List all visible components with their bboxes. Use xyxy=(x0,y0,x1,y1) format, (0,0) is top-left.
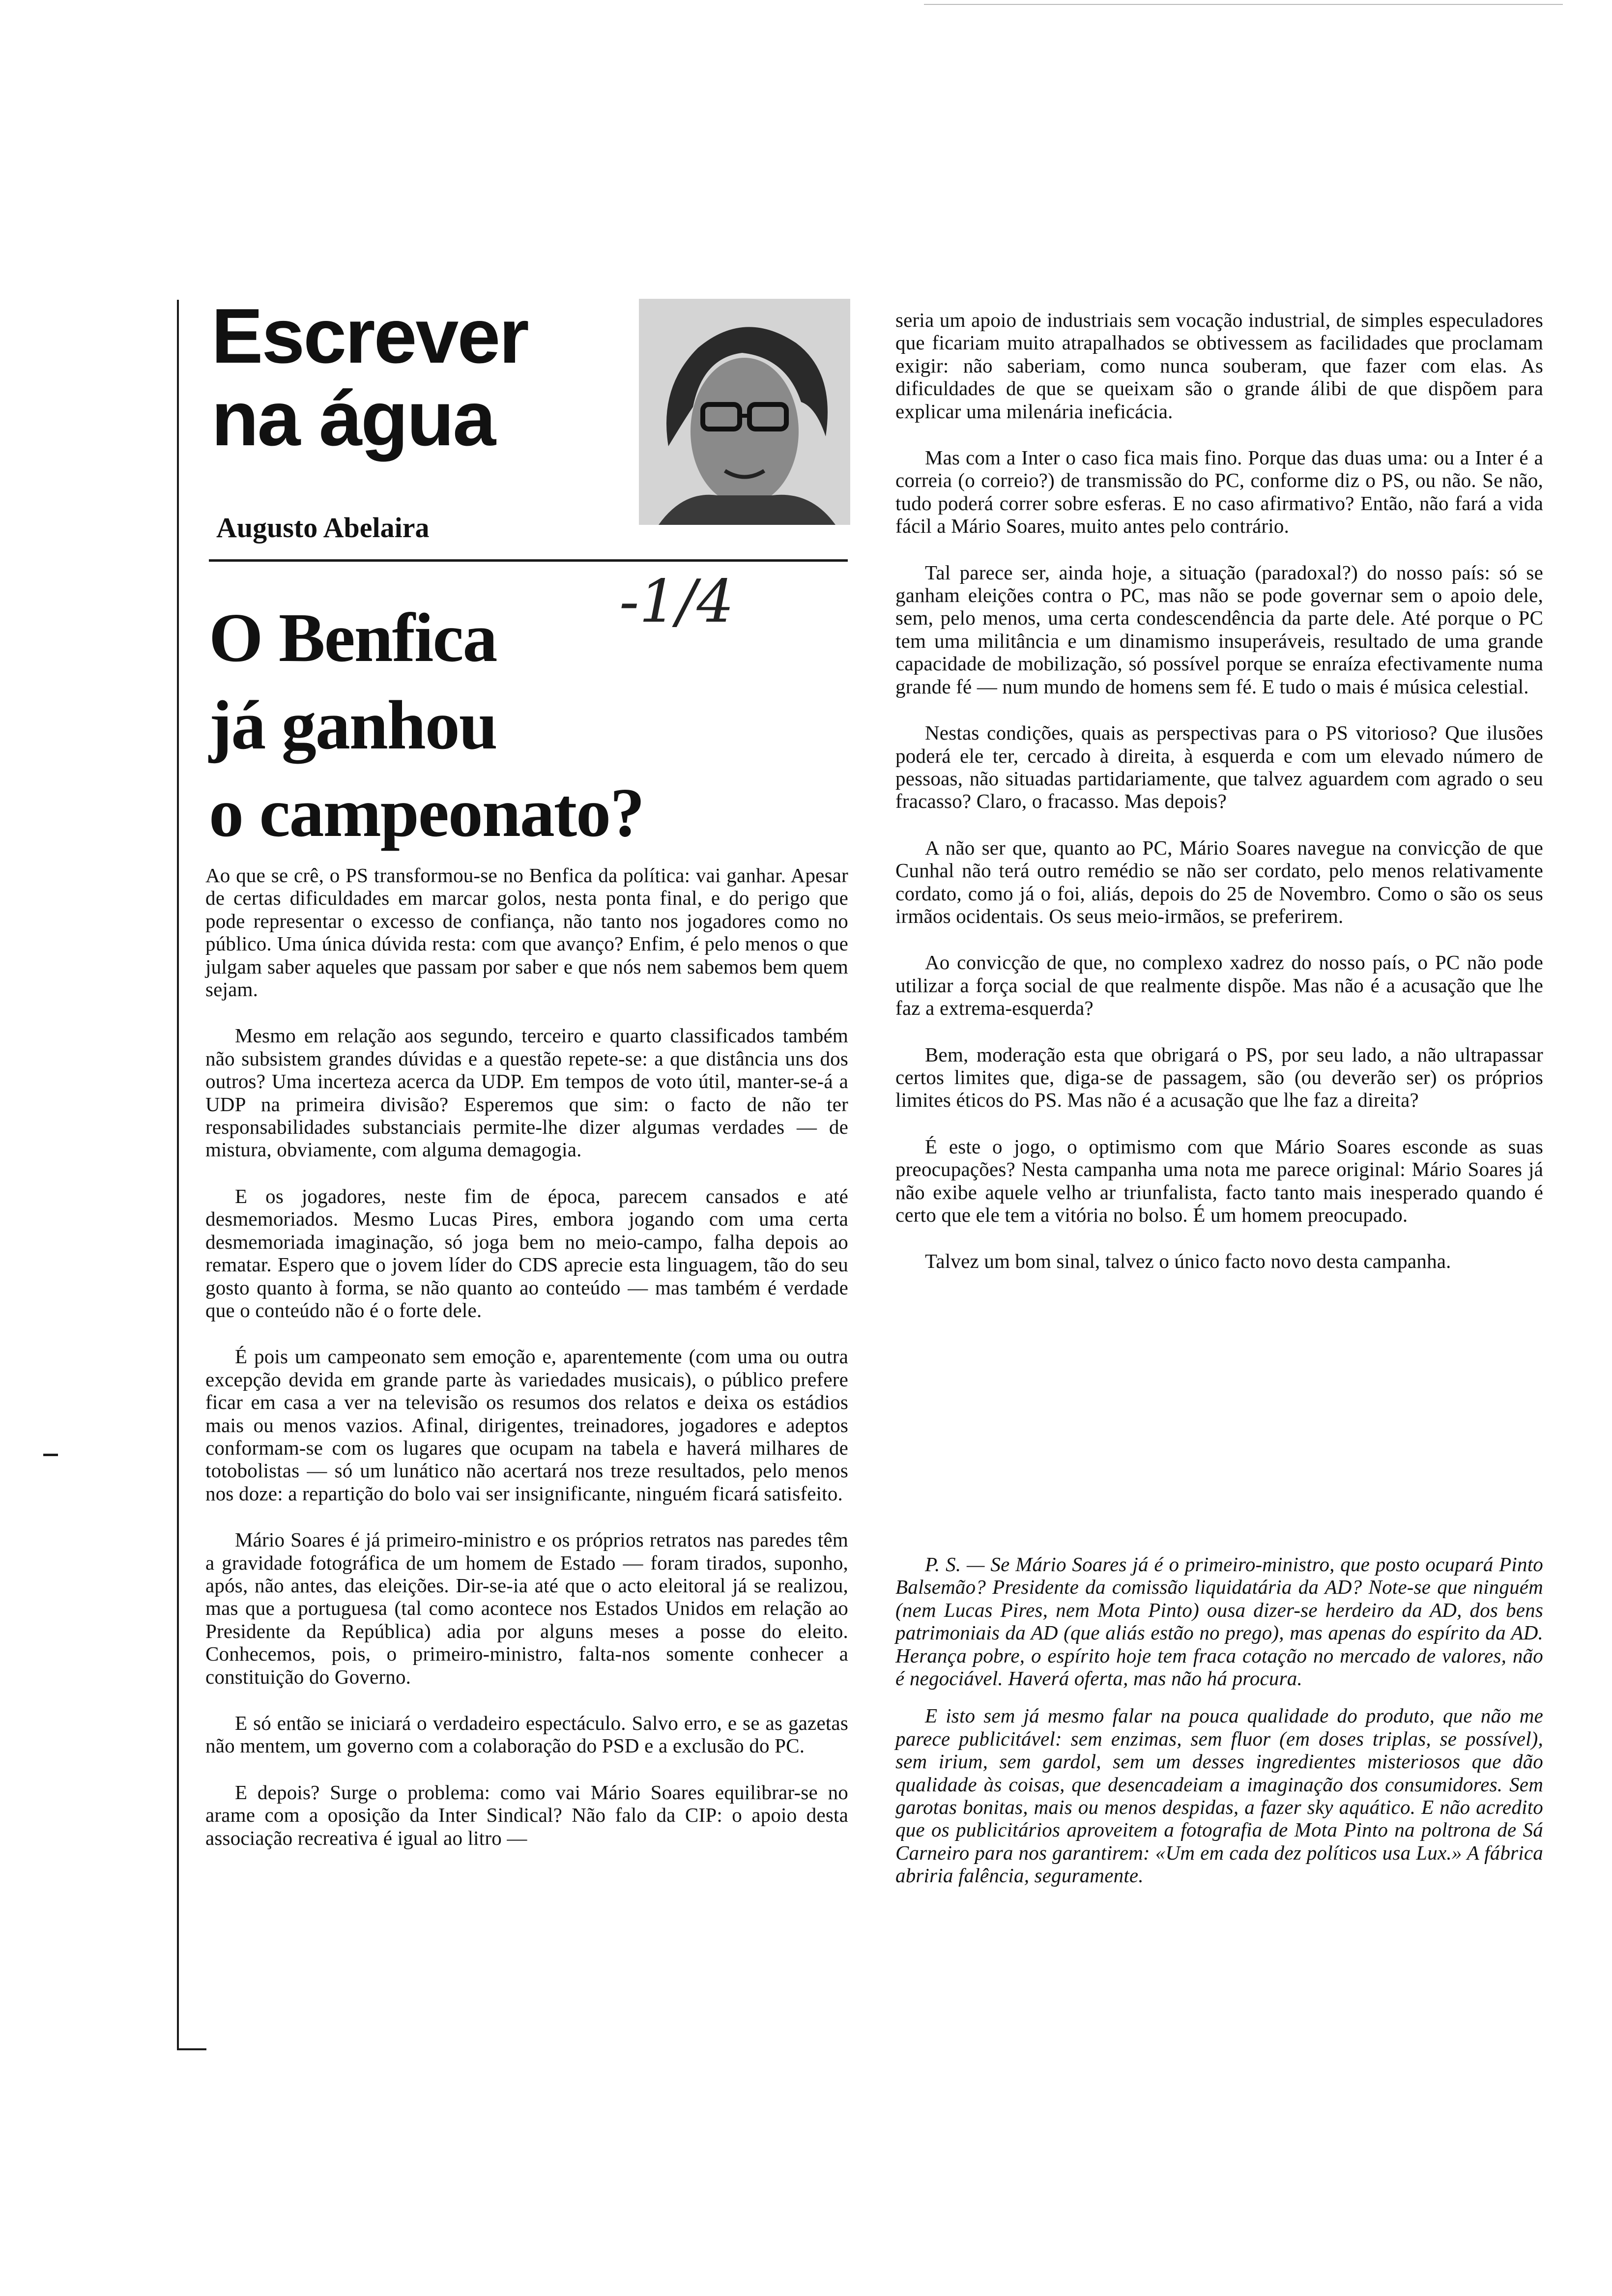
margin-tick-mark xyxy=(43,1454,58,1456)
right-body-column xyxy=(895,309,1543,1296)
top-scan-line xyxy=(924,4,1563,5)
portrait-icon xyxy=(639,299,850,525)
body-paragraph: Nestas condições, quais as perspectivas para o PS vitorioso? Que ilusões poderá ele ter, cercado à direita, à esquerda e com um elevado número de pessoas, não situadas partidariamente, que talvez aguardem com agrado o seu fracasso? Claro, o fracasso. Mas depois? xyxy=(895,721,1543,813)
body-paragraph: Mário Soares é já primeiro-ministro e os próprios retratos nas paredes têm a gravidade fotográfica de um homem de Estado — foram tirados, suponho, após, não antes, das eleições. Dir-se-ia até que o acto eleitoral já se realizou, mas que a portuguesa (tal como acontece nos Estados Unidos em relação ao Presidente da República) adia por alguns meses a posse do eleito. Conhecemos, pois, o primeiro-ministro, falta-nos somente conhecer a constituição do Governo. xyxy=(205,1528,848,1688)
body-paragraph: A não ser que, quanto ao PC, Mário Soares navegue na convicção de que Cunhal não terá outro remédio se não ser cordato, pelo menos relativamente cordato, como já o foi, aliás, depois do 25 de Novembro. Como o são os seus irmãos ocidentais. Os seus meio-irmãos, se preferirem. xyxy=(895,836,1543,927)
bottom-margin-rule xyxy=(177,2048,206,2050)
headline-line-1: O Benfica xyxy=(209,599,497,676)
header-rule xyxy=(209,559,848,562)
kicker-line-2: na água xyxy=(211,375,495,462)
author-byline: Augusto Abelaira xyxy=(216,512,430,544)
headline-line-3: o campeonato? xyxy=(209,774,644,851)
headline-line-2: já ganhou xyxy=(209,686,497,764)
body-paragraph: É pois um campeonato sem emoção e, aparentemente (com uma ou outra excepção devida em grande parte às variedades musicais), o público prefere ficar em casa a ver na televisão os resumos dos relatos e deixa os estádios mais ou menos vazios. Afinal, dirigentes, treinadores, jogadores e adeptos conformam-se com os lugares que ocupam na tabela e haverá milhares de totobolistas — só um lunático não acertará nos treze resultados, pelo menos nos doze: a repartição do bolo vai ser insignificante, ninguém ficará satisfeito. xyxy=(205,1345,848,1505)
column-kicker xyxy=(211,295,639,460)
body-paragraph: Talvez um bom sinal, talvez o único facto novo desta campanha. xyxy=(925,1250,1451,1273)
body-paragraph: E os jogadores, neste fim de época, parecem cansados e até desmemoriados. Mesmo Lucas Pires, embora jogando com uma certa desmemoriada imaginação, só joga bem no meio-campo, falha depois ao rematar. Espero que o jovem líder do CDS aprecie esta linguagem, tão do seu gosto quanto à forma, se não quanto ao conteúdo — mas também é verdade que o conteúdo não é o forte dele. xyxy=(205,1184,848,1321)
body-paragraph: Tal parece ser, ainda hoje, a situação (paradoxal?) do nosso país: só se ganham eleições contra o PC, mas não se pode governar sem o apoio dele, sem, pelo menos, uma certa condescendência da parte dele. Até porque o PC tem uma militância e um dinamismo insuperáveis, resultado de uma grande capacidade de mobilização, só possível porque se enraíza efectivamente numa grande fé — num mundo de homens sem fé. E tudo o mais é música celestial. xyxy=(895,561,1543,698)
body-paragraph: E depois? Surge o problema: como vai Mário Soares equilibrar-se no arame com a oposição da Inter Sindical? Não falo da CIP: o apoio desta associação recreativa é igual ao litro — xyxy=(205,1780,848,1849)
body-paragraph: Mesmo em relação aos segundo, terceiro e quarto classificados também não subsistem grandes dúvidas e a questão repete-se: a que distância uns dos outros? Uma incerteza acerca da UDP. Em tempos de voto útil, manter-se-á a UDP na primeira divisão? Esperemos que sim: o facto de não ter responsabilidades substanciais permite-lhe dizer algumas verdades — de mistura, obviamente, com alguma demagogia. xyxy=(205,1024,848,1161)
article-headline xyxy=(209,594,848,856)
author-photo xyxy=(639,299,850,525)
handwritten-annotation: -1/4 xyxy=(619,568,734,636)
body-paragraph: Bem, moderação esta que obrigará o PS, por seu lado, a não ultrapassar certos limites que, diga-se de passagem, são (ou deverão ser) os próprios limites éticos do PS. Mas não é a acusação que lhe faz a direita? xyxy=(895,1043,1543,1112)
postscript-paragraph: E isto sem já mesmo falar na pouca qualidade do produto, que não me parece publicitável: sem enzimas, sem fluor (em doses triplas, se possível), sem irium, sem gardol, sem um desses ingredientes misteriosos que dão qualidade às coisas, que desencadeiam a imaginação dos consumidores. Sem garotas bonitas, mais ou menos despidas, a fazer sky aquático. E não acredito que os publicitários aproveitem a fotografia de Mota Pinto na poltrona de Sá Carneiro para nos garantirem: «Um em cada dez políticos usa Lux.» A fábrica abriria falência, seguramente. xyxy=(895,1704,1543,1887)
postscript-paragraph: P. S. — Se Mário Soares já é o primeiro-ministro, que posto ocupará Pinto Balsemão? Presidente da comissão liquidatária da AD? Note-se que ninguém (nem Lucas Pires, nem Mota Pinto) ousa dizer-se herdeiro da AD, dos bens patrimoniais da AD (que aliás estão no prego), mas apenas do espírito da AD. Herança pobre, o espírito hoje tem fraca cotação no mercado de valores, não é negociável. Haverá oferta, mas não há procura. xyxy=(895,1553,1543,1690)
left-margin-rule xyxy=(177,300,179,2049)
left-body-column xyxy=(205,864,848,1873)
body-paragraph: É este o jogo, o optimismo com que Mário Soares esconde as suas preocupações? Nesta campanha uma nota me parece original: Mário Soares já não exibe aquele velho ar triunfalista, facto tanto mais inesperado quando é certo que ele tem a vitória no bolso. É um homem preocupado. xyxy=(895,1135,1543,1226)
body-paragraph: Mas com a Inter o caso fica mais fino. Porque das duas uma: ou a Inter é a correia (o correio?) de transmissão do PC, conforme diz o PS, ou não. Se não, tudo poderá correr sobre esferas. E no caso afirmativo? Então, não fará a vida fácil a Mário Soares, muito antes pelo contrário. xyxy=(895,446,1543,538)
body-paragraph: Ao que se crê, o PS transformou-se no Benfica da política: vai ganhar. Apesar de certas dificuldades em marcar golos, nesta ponta final, e do perigo que pode representar o excesso de confiança, não tanto nos jogadores como no público. Uma única dúvida resta: com que avanço? Enfim, é pelo menos o que julgam saber aqueles que passam por saber e que nós nem sabemos bem quem sejam. xyxy=(205,864,848,1001)
postscript-block xyxy=(895,1553,1543,1902)
kicker-line-1: Escrever xyxy=(211,293,528,379)
body-paragraph: Ao convicção de que, no complexo xadrez do nosso país, o PC não pode utilizar a força social de que realmente dispõe. Mas não é a acusação que lhe faz a extrema-esquerda? xyxy=(895,951,1543,1020)
body-paragraph: E só então se iniciará o verdadeiro espectáculo. Salvo erro, e se as gazetas não mentem, um governo com a colaboração do PSD e a exclusão do PC. xyxy=(205,1712,848,1757)
body-paragraph: seria um apoio de industriais sem vocação industrial, de simples especuladores que ficariam muito atrapalhados se obtivessem as facilidades que proclamam exigir: não saberiam, como nunca souberam, que fazer com elas. As dificuldades de que se queixam são o grande álibi de que dispõem para explicar uma milenária ineficácia. xyxy=(895,309,1543,423)
